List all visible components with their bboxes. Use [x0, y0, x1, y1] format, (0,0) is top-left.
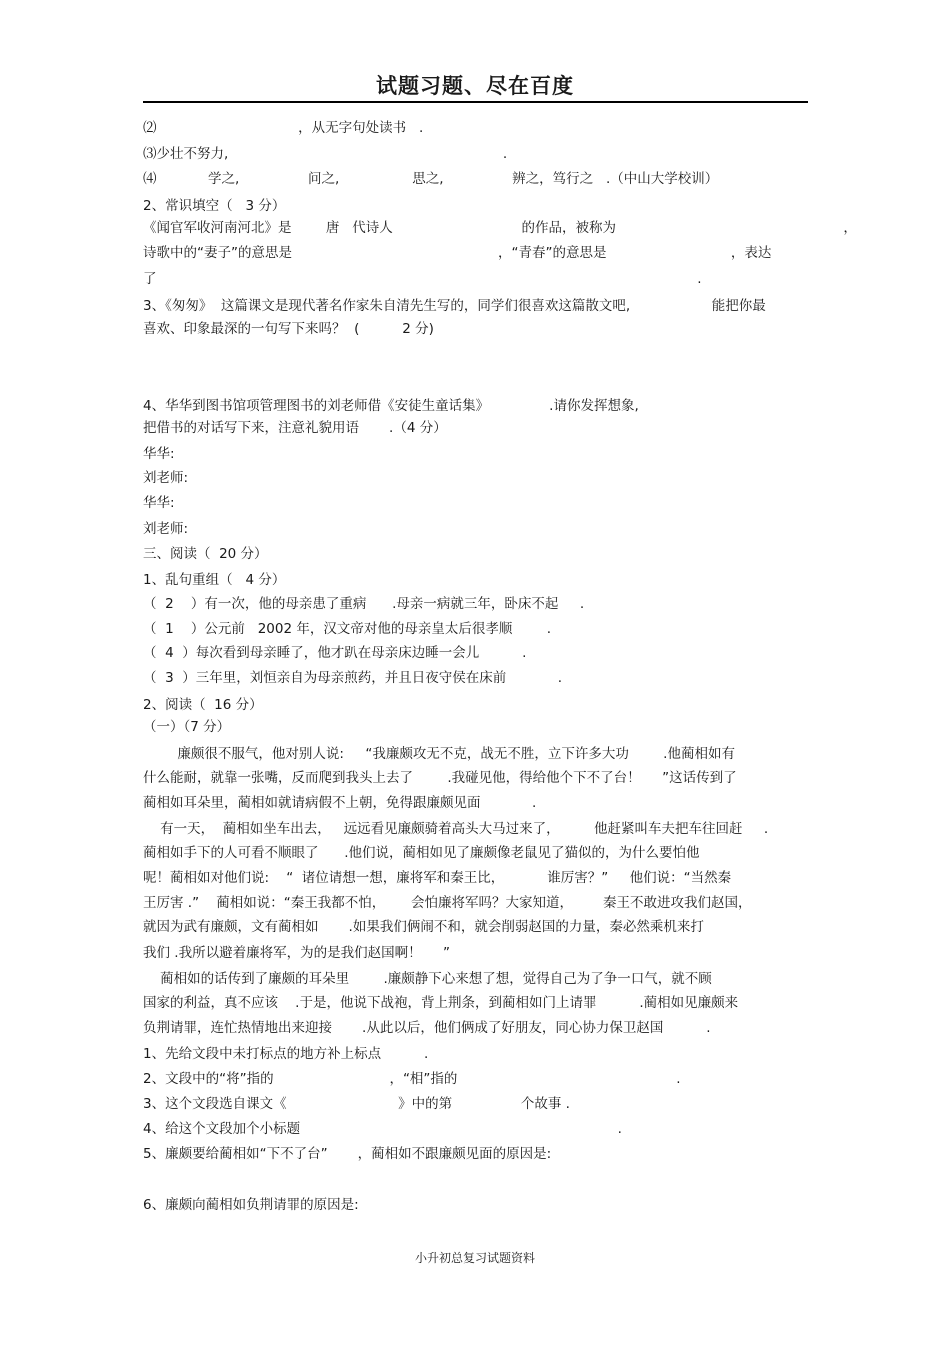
sentence-item: （ 4 ）每次看到母亲睡了，他才趴在母亲床边睡一会儿 .: [143, 645, 527, 661]
passage-line: 我们 .我所以避着廉将军，为的是我们赵国啊！ ”: [143, 945, 451, 961]
passage-line: 国家的利益，真不应该 .于是，他说下战袍，背上荆条，到蔺相如门上请罪 .蔺相如见廉颇来: [143, 995, 739, 1011]
text-line: 4、华华到图书馆项管理图书的刘老师借《安徒生童话集》 .请你发挥想象,: [143, 398, 639, 414]
header-divider: [143, 101, 808, 103]
section-heading: 2、阅读（ 16 分）: [143, 697, 263, 713]
passage-line: 王厉害 .” 蔺相如说：“秦王我都不怕， 会怕廉将军吗？大家知道， 秦王不敢进攻我们赵国，: [143, 895, 752, 911]
sentence-item: （ 3 ）三年里，刘恒亲自为母亲煎药，并且日夜守侯在床前 .: [143, 670, 563, 686]
question-line: 6、廉颇向蔺相如负荆请罪的原因是:: [143, 1197, 359, 1213]
question-line: 4、给这个文段加个小标题 .: [143, 1121, 622, 1137]
dialogue-line: 刘老师:: [143, 470, 189, 486]
text-line: 把借书的对话写下来，注意礼貌用语 .（4 分）: [143, 420, 447, 436]
passage-line: 有一天， 蔺相如坐车出去， 远远看见廉颇骑着高头大马过来了， 他赶紧叫车夫把车往回赶 .: [143, 821, 769, 837]
section-heading: 三、阅读（ 20 分）: [143, 546, 268, 562]
passage-line: 蔺相如的话传到了廉颇的耳朵里 .廉颇静下心来想了想，觉得自己为了争一口气，就不顾: [143, 971, 712, 987]
text-line: 诗歌中的“妻子”的意思是 ，“青春”的意思是 ，表达: [143, 245, 772, 261]
passage-line: 负荆请罪，连忙热情地出来迎接 .从此以后，他们俩成了好朋友，同心协力保卫赵国 .: [143, 1020, 711, 1036]
text-line: 《闻官军收河南河北》是 唐 代诗人 的作品，被称为 ，: [143, 220, 857, 236]
dialogue-line: 华华:: [143, 446, 175, 462]
dialogue-line: 刘老师:: [143, 521, 189, 537]
text-line: 喜欢、印象最深的一句写下来吗？ ( 2 分): [143, 321, 434, 337]
question-line: 5、廉颇要给蔺相如“下不了台” ，蔺相如不跟廉颇见面的原因是:: [143, 1146, 552, 1162]
question-line: 1、先给文段中未打标点的地方补上标点 .: [143, 1046, 429, 1062]
section-heading: （一）（7 分）: [143, 719, 231, 735]
text-line: ⑶少壮不努力, .: [143, 146, 508, 162]
passage-line: 蔺相如手下的人可看不顺眼了 .他们说，蔺相如见了廉颇像老鼠见了猫似的，为什么要怕他: [143, 845, 700, 861]
text-line: 3、《匆匆》 这篇课文是现代著名作家朱自清先生写的，同学们很喜欢这篇散文吧, 能把你最: [143, 298, 766, 314]
text-line: 了 .: [143, 271, 702, 287]
passage-line: 蔺相如耳朵里，蔺相如就请病假不上朝，免得跟廉颇见面 .: [143, 795, 537, 811]
question-line: 3、这个文段选自课文《 》中的第 个故事 .: [143, 1096, 570, 1112]
sentence-item: （ 1 ）公元前 2002 年，汉文帝对他的母亲皇太后很孝顺 .: [143, 621, 551, 637]
passage-line: 什么能耐，就靠一张嘴，反而爬到我头上去了 .我碰见他，得给他个下不了台！ ”这话传到了: [143, 770, 737, 786]
page-header-title: 试题习题、尽在百度: [376, 74, 574, 98]
passage-line: 廉颇很不服气，他对别人说: “我廉颇攻无不克，战无不胜，立下许多大功 .他蔺相如有: [143, 746, 735, 762]
text-line: ⑵ ，从无字句处读书 .: [143, 120, 424, 136]
sentence-item: （ 2 ）有一次，他的母亲患了重病 .母亲一病就三年，卧床不起 .: [143, 596, 585, 612]
question-line: 2、文段中的“将”指的 ，“相”指的 .: [143, 1071, 681, 1087]
passage-line: 就因为武有廉颇，文有蔺相如 .如果我们俩闹不和，就会削弱赵国的力量，秦必然乘机来打: [143, 919, 704, 935]
section-heading: 1、乱句重组（ 4 分）: [143, 572, 286, 588]
dialogue-line: 华华:: [143, 495, 175, 511]
page-footer: 小升初总复习试题资料: [414, 1251, 535, 1265]
section-heading: 2、常识填空（ 3 分）: [143, 198, 286, 214]
text-line: ⑷ 学之, 问之, 思之, 辨之，笃行之 .（中山大学校训）: [143, 171, 719, 187]
passage-line: 呢！蔺相如对他们说: “ 诸位请想一想，廉将军和秦王比， 谁厉害？” 他们说：“当然秦: [143, 870, 732, 886]
